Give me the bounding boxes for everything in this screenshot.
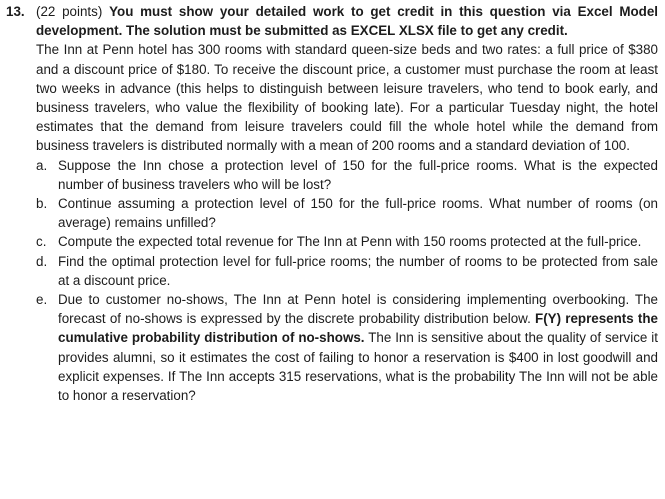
part-text: Compute the expected total revenue for The Inn at Penn with 150 rooms protected at the full-price. xyxy=(58,234,642,250)
part-a xyxy=(36,156,658,194)
part-b xyxy=(36,194,658,232)
question-document xyxy=(6,2,658,405)
question-13 xyxy=(6,2,658,405)
part-label: e. xyxy=(36,292,48,308)
part-text xyxy=(58,290,658,405)
part-e-text-after: The Inn is sensitive about the quality of service it provides alumni, so it estimates the cost of failing to honor a reservation is $400 in lost goodwill and explicit expenses. If The Inn accepts 315 reservations, what is the probability The Inn will not be able to honor a reservation? xyxy=(58,330,658,404)
part-e-text-bold: F(Y) represents the cumulative probability distribution of no-shows. xyxy=(58,311,658,346)
part-label: d. xyxy=(36,253,48,269)
question-number: 13. xyxy=(6,4,25,19)
part-e xyxy=(36,290,658,405)
part-text: Continue assuming a protection level of 150 for the full-price rooms. What number of rooms (on average) remains unfilled? xyxy=(58,196,658,231)
part-label: a. xyxy=(36,157,48,173)
part-label: b. xyxy=(36,196,48,212)
question-body xyxy=(36,2,658,405)
question-intro: The Inn at Penn hotel has 300 rooms with standard queen-size beds and two rates: a full price of $380 and a discount price of $180. To receive the discount price, a customer must purchase the room at least two weeks in advance (this helps to distinguish between leisure travelers, who tend to book early, and business travelers, who value the flexibility of booking late). For a particular Tuesday night, the hotel estimates that the demand from leisure travelers could fill the whole hotel while the demand from business travelers is distributed normally with a mean of 200 rooms and a standard deviation of 100. xyxy=(36,42,658,154)
part-label: c. xyxy=(36,234,47,250)
question-points: (22 points) xyxy=(36,4,103,19)
part-c xyxy=(36,232,658,251)
question-parts-list xyxy=(36,156,658,406)
part-text: Suppose the Inn chose a protection level of 150 for the full-price rooms. What is the expected number of business travelers who will be lost? xyxy=(58,157,658,192)
part-text: Find the optimal protection level for full-price rooms; the number of rooms to be protected from sale at a discount price. xyxy=(58,253,658,288)
part-d xyxy=(36,252,658,290)
question-header xyxy=(36,2,658,40)
question-instruction: You must show your detailed work to get credit in this question via Excel Model development. The solution must be submitted as EXCEL XLSX file to get any credit. xyxy=(36,4,659,39)
part-e-text-before: Due to customer no-shows, The Inn at Penn hotel is considering implementing overbooking. The forecast of no-shows is expressed by the discrete probability distribution below. xyxy=(58,292,658,327)
